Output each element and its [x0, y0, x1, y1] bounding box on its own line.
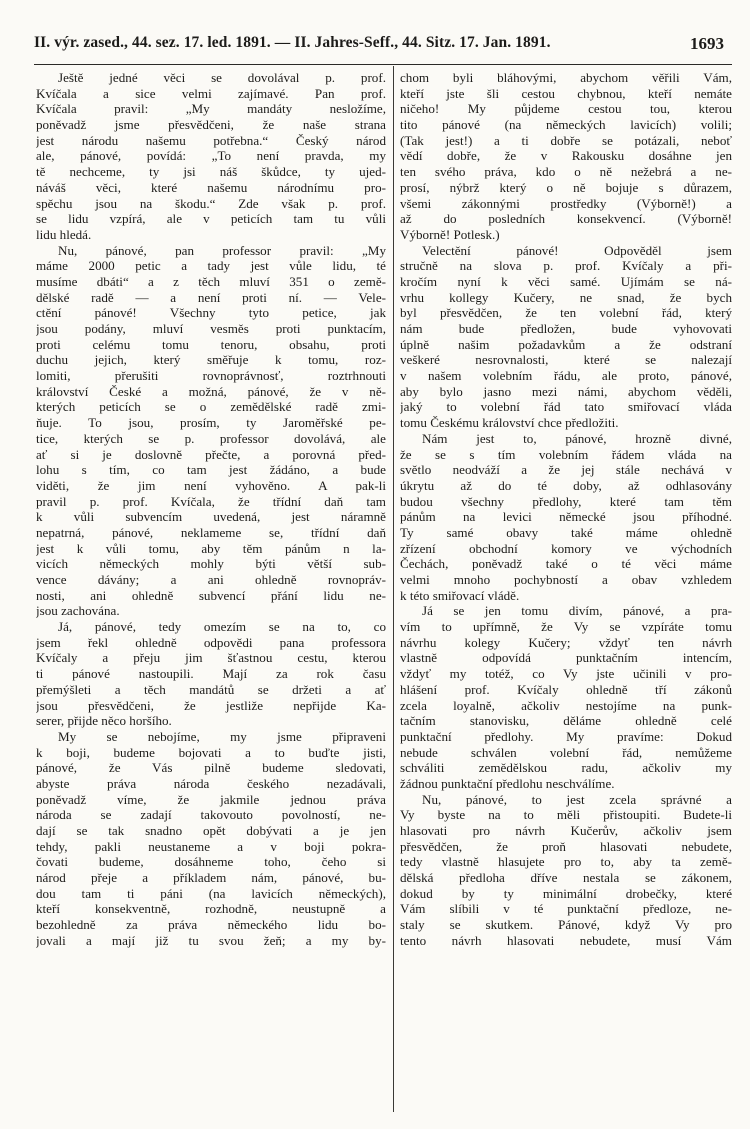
text-line: Vy byste na to měli přistoupiti. Budete-li — [400, 807, 732, 823]
text-line: abyste práva národa českého nezadávali, — [36, 775, 386, 791]
text-line: stručně na slova p. prof. Kvíčaly a při- — [400, 258, 732, 274]
text-line: tedy vlastně hlasujete pro to, aby ta země- — [400, 854, 732, 870]
text-line: ti pánové nastoupili. Mají za rok času — [36, 666, 386, 682]
text-line: dokud by ty minimální drobečky, které — [400, 885, 732, 901]
text-line: vždyť my totéž, co Vy jste učinili v pro- — [400, 666, 732, 682]
text-line: se lidu vzpírá, ale v peticích tam tu vůli — [36, 211, 386, 227]
text-line: světlo neodváží a že jej stále nechává v — [400, 462, 732, 478]
page-number: 1693 — [690, 34, 724, 53]
text-line: království České a možná, pánové, že v ně- — [36, 383, 386, 399]
text-line: tehdy, pakli neustaneme a v boji pokra- — [36, 838, 386, 854]
text-line: kročím nyní k věci samé. Ujímám se ná- — [400, 273, 732, 289]
text-line: národ přeje a příkladem nám, pánové, bu- — [36, 870, 386, 886]
text-line: vicích německých mohly býti větší sub- — [36, 556, 386, 572]
column-divider — [393, 66, 394, 1112]
text-line: hlasovati pro návrh Kučerův, ačkoliv jsem — [400, 823, 732, 838]
text-line: Kvíčala a sice velmi zajímavé. Pan prof. — [36, 85, 386, 101]
text-line: Vám slíbili v té punktační předloze, ne- — [400, 901, 732, 917]
text-line: pravil p. prof. Kvíčala, že třídní daň tam — [36, 493, 386, 509]
text-line: Nu, pánové, to jest zcela správné a — [422, 791, 732, 807]
text-line: chom byli bláhovými, abychom věřili Vám, — [400, 70, 732, 85]
text-line: dělské radě — a není proti ní. — Vele- — [36, 289, 386, 305]
text-line: kteří konsekventně, rozhodně, neustupně a — [36, 901, 386, 917]
text-line: kterých peticích se o zemědělské radě zmi- — [36, 399, 386, 415]
text-line: schváliti zemědělskou radu, ačkoliv my — [400, 760, 732, 776]
text-line: lohu s tím, co tam jest žádáno, a bude — [36, 462, 386, 478]
text-line: punktační předlohy. My pravíme: Dokud — [400, 728, 732, 744]
text-line: tě nechceme, ty jsi náš škůdce, ty ujed- — [36, 164, 386, 180]
text-line: nebude schválen volební řád, nemůžeme — [400, 744, 732, 760]
text-line: tice, kterých se p. professor dovolává, ale — [36, 430, 386, 446]
text-line: Výborně! Potlesk.) — [400, 226, 500, 242]
text-line: jsem řekl ohledně odpovědi pana professora — [36, 634, 386, 650]
text-line: Kvíčala pravil: „My mandáty nesložíme, — [36, 101, 386, 117]
text-line: čovati budeme, dosáhneme toho, čeho si — [36, 854, 386, 870]
running-head: II. výr. zased., 44. sez. 17. led. 1891. — II. Jahres-Seff., 44. Sitz. 17. Jan. 1891. — [34, 34, 551, 51]
text-line: velmi mnoho pochybností a obav vzhledem — [400, 572, 732, 587]
text-line: duchu jejich, který směřuje k tomu, roz- — [36, 352, 386, 368]
text-line: tito pánové (na německých lavicích) volili; — [400, 117, 732, 133]
text-line: národa se zadají takovouto povolností, ne- — [36, 807, 386, 823]
text-line: pánům na levici německé jsou příhodné. — [400, 509, 732, 525]
text-line: nepatrná, pánové, neklameme se, třídní daň — [36, 524, 386, 540]
text-line: poněvadž víme, že jakmile jednou práva — [36, 791, 386, 807]
text-line: Velectění pánové! Odpověděl jsem — [422, 242, 732, 258]
text-line: jest k vůli tomu, aby těm pánům n la- — [36, 540, 386, 556]
text-line: jsou podány, mluví vesměs proti punktacím, — [36, 321, 386, 336]
text-line: kteří jste šli cestou chybnou, kteří nemáte — [400, 85, 732, 101]
text-line: vědí dobře, že v Rakousku dosáhne jen — [400, 148, 732, 164]
text-line: poněvadž jsme přesvědčeni, že naše strana — [36, 117, 386, 133]
text-line: Nám jest to, pánové, hrozně divné, — [422, 430, 732, 446]
text-line: dou tam ti páni (na lavicích německých), — [36, 885, 386, 901]
text-line: úkrytu až do té doby, až odhlasovány — [400, 477, 732, 493]
text-line: Já, pánové, tedy omezím se na to, co — [58, 619, 386, 635]
text-line: pánové, že Vás pilně budeme sledovati, — [36, 760, 386, 776]
text-line: ctění pánové! Všechny tyto petice, jak — [36, 305, 386, 321]
text-line: k této smiřovací vládě. — [400, 587, 520, 603]
text-line: až do posledních konsekvencí. (Výborně! — [400, 211, 732, 227]
text-line: vence dávány; a ani ohledně rovnopráv- — [36, 572, 386, 587]
text-line: náváš věci, které našemu národnímu pro- — [36, 179, 386, 195]
page-header — [34, 34, 724, 58]
text-line: Já se jen tomu divím, pánové, a pra- — [422, 603, 732, 619]
text-line: veškeré nesrovnalosti, které se nalezají — [400, 352, 732, 368]
text-line: vím to upřímně, že Vy se vzpíráte tomu — [400, 619, 732, 635]
text-line: úplně našim požadavkům a že odstraní — [400, 336, 732, 352]
text-line: tomu Českému království chce předložiti. — [400, 415, 619, 431]
text-line: dělská předloha dříve nestala se zákonem, — [400, 870, 732, 886]
text-line: bezohledně za práva německého lidu bo- — [36, 917, 386, 933]
text-line: budou všechny předlohy, které tam těm — [400, 493, 732, 509]
header-rule — [34, 64, 732, 65]
text-line: spěchu jsou na škodu.“ Zde však p. prof. — [36, 195, 386, 211]
text-line: Nu, pánové, pan professor pravil: „My — [58, 242, 386, 258]
text-line: ale, pánové, povídá: „To není pravda, my — [36, 148, 386, 164]
text-line: přesvědčen, že proň hlasovati nebudete, — [400, 838, 732, 854]
text-line: viděti, že jim není vyhověno. A pak-li — [36, 477, 386, 493]
text-line: proti celému tomu tenoru, obsahu, proti — [36, 336, 386, 352]
text-line: vlastně odpovídá punktačním intencím, — [400, 650, 732, 666]
text-line: tačním stanovisku, děláme ohledně celé — [400, 713, 732, 729]
text-line: prosí, nýbrž který o ně bojuje s důrazem, — [400, 179, 732, 195]
text-line: máme 2000 petic a tady jest vůle lidu, té — [36, 258, 386, 274]
text-line: že se s tím volebním řádem vláda na — [400, 446, 732, 462]
text-line: (Tak jest!) a ti dobře se potázali, neboť — [400, 132, 732, 148]
text-line: všemi zákonnými prostředky (Výborně!) a — [400, 195, 732, 211]
text-line: Kvíčaly a přeju jim šťastnou cestu, kterou — [36, 650, 386, 666]
text-line: Ještě jedné věci se dovolával p. prof. — [58, 70, 386, 85]
text-line: lidu hledá. — [36, 226, 92, 242]
text-line: dají se tak snadno opět dobývati a je jen — [36, 823, 386, 838]
text-line: Čechách, poněvadž také o té věci máme — [400, 556, 732, 572]
text-line: jest národu našemu potřebna.“ Český národ — [36, 132, 386, 148]
text-line: jovali a mají již tu svou žeň; a my by- — [36, 932, 386, 948]
text-line: jaký to volební řád tato smiřovací vláda — [400, 399, 732, 415]
text-line: nám bude předložen, bude vyhovovati — [400, 321, 732, 336]
text-line: Ty samé obavy také máme ohledně — [400, 524, 732, 540]
text-line: My se nebojíme, my jsme připraveni — [58, 728, 386, 744]
text-line: serer, přijde něco horšího. — [36, 713, 172, 729]
text-line: přemýšleti a těch mandátů se držeti a ať — [36, 681, 386, 697]
text-line: vrhu kollegy Kučery, ne snad, že bych — [400, 289, 732, 305]
text-line: návrhu kolegy Kučery; vždyť ten návrh — [400, 634, 732, 650]
text-line: byl přesvědčen, že ten volební řád, který — [400, 305, 732, 321]
text-line: k boji, budeme bojovati a to buďte jisti, — [36, 744, 386, 760]
text-line: musíme dbáti“ a z těch mluví 351 o země- — [36, 273, 386, 289]
text-line: ničeho! My půjdeme cestou tou, kterou — [400, 101, 732, 117]
text-line: nosti, ani ohledně subvencí přání lidu ne- — [36, 587, 386, 603]
text-line: ten svého práva, kdo o ně nežebrá a ne- — [400, 164, 732, 180]
text-line: žádnou punktační předlohu neschválíme. — [400, 775, 615, 791]
text-line: staly se skutkem. Pánové, když Vy pro — [400, 917, 732, 933]
text-line: zcela loyalně, ačkoliv nestojíme na punk- — [400, 697, 732, 713]
text-line: ňuje. To jsou, prosím, ty Jaroměřské pe- — [36, 415, 386, 431]
text-line: tento návrh hlasovati nebudete, musí Vám — [400, 932, 732, 948]
text-line: jsou přesvědčeni, že jestliže nepřijde Ka- — [36, 697, 386, 713]
text-line: zřízení obchodní komory ve východních — [400, 540, 732, 556]
text-line: aby bylo jasno mezi námi, abychom věděli, — [400, 383, 732, 399]
text-line: ať si je doslovně přečte, a porovná před- — [36, 446, 386, 462]
right-column — [400, 70, 732, 1115]
text-line: v našem volebním řádu, ale proto, pánové, — [400, 368, 732, 384]
text-line: jsou zachována. — [36, 603, 120, 619]
text-line: lomiti, přerušiti rovnoprávnosť, roztrhnouti — [36, 368, 386, 384]
text-line: k vůli subvencím uvedená, jest náramně — [36, 509, 386, 525]
left-column — [36, 70, 386, 1115]
text-line: hlášení prof. Kvíčaly ohledně tří zákonů — [400, 681, 732, 697]
